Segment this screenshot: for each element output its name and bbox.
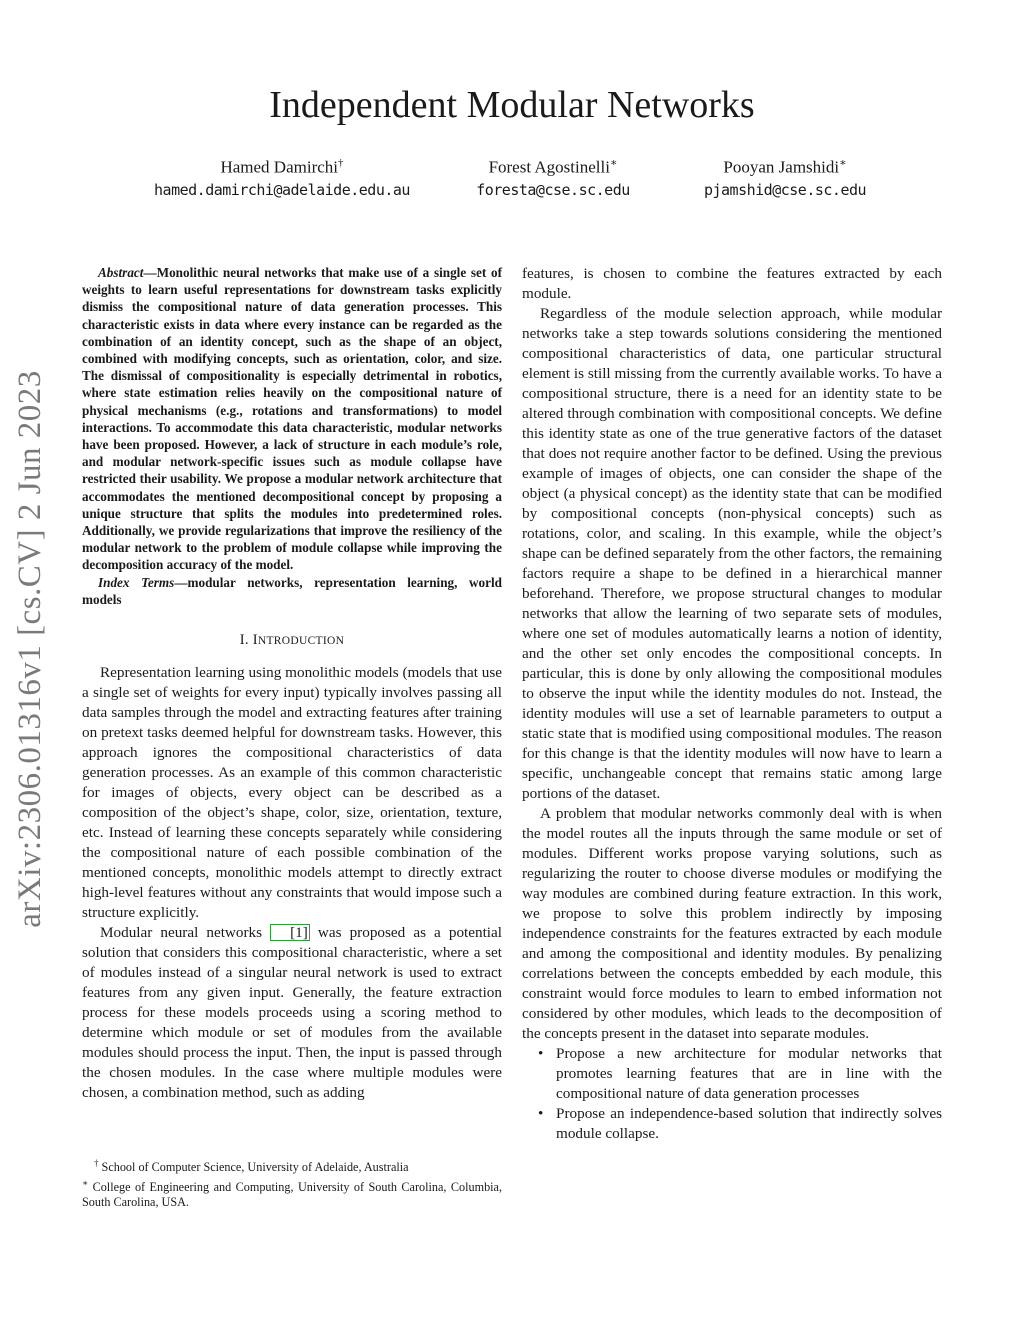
author-name: Hamed Damirchi [220,157,339,177]
intro-paragraph-1: Representation learning using monolithic models (models that use a single set of weights for every input) typically involves passing all data samples through the model and extracting features after training on pretext tasks deemed helpful for downstream tasks. However, this approach ignores the compositional characteristics of data generation processes. As an example of this common characteristic for images of objects, every object can be described as a composition of the object’s shape, color, size, orientation, texture, etc. Instead of learning these concepts separately while considering the compositional nature of each possible combination of the mentioned concepts, monolithic models attempt to directly extract high-level features without any constraints that would impose such a structure explicitly. [82,664,502,922]
intro-paragraph-3: Regardless of the module selection approach, while modular networks take a step towards solutions considering the mentioned compositional characteristics of data, one particular structural element is still missing from the currently available works. To have a compositional structure, there is a need for an identity state to be altered through combination with compositional concepts. We define this identity state as one of the true generative factors of the dataset that does not require another factor to be defined. Using the previous example of images of objects, one can consider the shape of the object (a physical concept) as the identity state that can be modified by compositional concepts (non-physical concepts) such as rotations, color, and scaling. In this example, while the object’s shape can be defined separately from the other factors, the remaining factors require a shape to be defined in a hierarchical manner beforehand. Therefore, we propose structural changes to modular networks that allow the learning of two separate sets of modules, where one set of modules automatically learns a notion of identity, and the other set only encodes the compositional concepts. In particular, this is done by only allowing the compositional modules to observe the input while the identity modules do not. Instead, the identity modules will use a set of learnable parameters to output a static state that is modified using compositional modules. The reason for this change is that the identity modules will now have to learn a specific, unchangeable concept that remains static among large portions of the dataset. [522,305,942,802]
author-name: Pooyan Jamshidi [723,157,840,177]
continued-paragraph: features, is chosen to combine the features extracted by each module. [522,265,942,302]
contribution-text: Propose a new architecture for modular networks that promotes learning features that are in line with the compositional nature of data generation processes [556,1045,942,1102]
author-affiliation-mark: † [338,157,344,169]
section-number: I. [239,632,253,649]
bullet-icon: • [538,1045,544,1062]
intro-paragraph-2 [82,923,502,1103]
abstract [82,264,502,574]
abstract-text: —Monolithic neural networks that make use of a single set of weights to learn useful representations for downstream tasks explicitly dismiss the compositional nature of data generation processes. This characteristic exists in data where every instance can be regarded as the combination of an identity concept, such as the shape of an object, combined with modifying concepts, such as orientation, color, and size. The dismissal of compositionality is especially detrimental in robotics, where state estimation relies heavily on the compositional nature of physical mechanisms (e.g., rotations and transformations) to model interactions. To accommodate this data characteristic, modular networks have been proposed. However, a lack of structure in each module’s role, and modular network-specific issues such as module collapse have restricted their usability. We propose a modular network architecture that accommodates the mentioned decompositional concept by proposing a unique structure that splits the modules into predetermined roles. Additionally, we provide regularizations that improve the resiliency of the modular network to the problem of module collapse while improving the decomposition accuracy of the model. [82,265,502,573]
intro-paragraph-4: A problem that modular networks commonly deal with is when the model routes all the inputs through the same module or set of modules. Different works propose varying solutions, such as regularizing the router to choose diverse modules or modifying the way modules are combined during feature extraction. In this work, we propose to solve this problem indirectly by imposing independence constraints for the features extracted by each module and among the compositional and identity modules. By penalizing correlations between the concepts embedded by each module, this constraint would force modules to learn to embed information not considered by other modules, which leads to the decomposition of the concepts present in the dataset into separate modules. [522,805,942,1042]
section-title-rest: NTRODUCTION [257,635,345,648]
section-title-initial: I [252,632,258,649]
arxiv-identifier-stamp [8,366,52,932]
section-heading-introduction [82,630,502,651]
abstract-label: Abstract [98,265,144,280]
index-terms [82,574,502,608]
author-email[interactable]: foresta@cse.sc.edu [476,180,630,199]
author-email[interactable]: pjamshid@cse.sc.edu [703,180,867,199]
footnotes [82,1156,502,1211]
contribution-text: Propose an independence-based solution that indirectly solves module collapse. [556,1105,942,1142]
citation-link[interactable]: [1] [270,924,310,941]
contribution-item [522,1044,942,1104]
footnote-mark: † [94,1158,99,1168]
footnote-text: College of Engineering and Computing, University of South Carolina, Columbia, South Carolina, USA. [82,1179,502,1210]
footnote-text: School of Computer Science, University of Adelaide, Australia [98,1160,409,1175]
author-name: Forest Agostinelli [488,157,610,177]
intro-paragraph-2-start: Modular neural networks [100,924,271,942]
index-terms-text: —modular networks, representation learning, world models [82,574,502,607]
author-email[interactable]: hamed.damirchi@adelaide.edu.au [154,180,410,199]
contributions-list [522,1044,942,1144]
arxiv-identifier-text: arXiv:2306.01316v1 [cs.CV] 2 Jun 2023 [12,370,48,928]
footnote-1 [82,1156,502,1176]
author-block-3 [635,152,935,201]
author-affiliation-mark: ∗ [839,157,847,169]
footnote-2 [82,1176,502,1211]
author-block-1 [132,152,432,201]
contribution-item [522,1104,942,1144]
left-column [82,264,502,1103]
index-terms-label: Index Terms [98,574,175,590]
right-column [522,264,942,1144]
footnote-mark: ∗ [82,1177,89,1188]
paper-title: Independent Modular Networks [269,84,755,126]
author-affiliation-mark: ∗ [609,157,618,169]
intro-paragraph-2-end: was proposed as a potential solution that considers this compositional characteristic, where a set of modules instead of a singular neural network is used to extract features from any given input. Generally, the feature extraction process for these models proceeds using a scoring method to determine which module or set of modules from the available modules should process the input. Then, the input is passed through the chosen modules. In the case where multiple modules were chosen, a combination method, such as adding [82,924,502,1102]
bullet-icon: • [538,1105,544,1122]
